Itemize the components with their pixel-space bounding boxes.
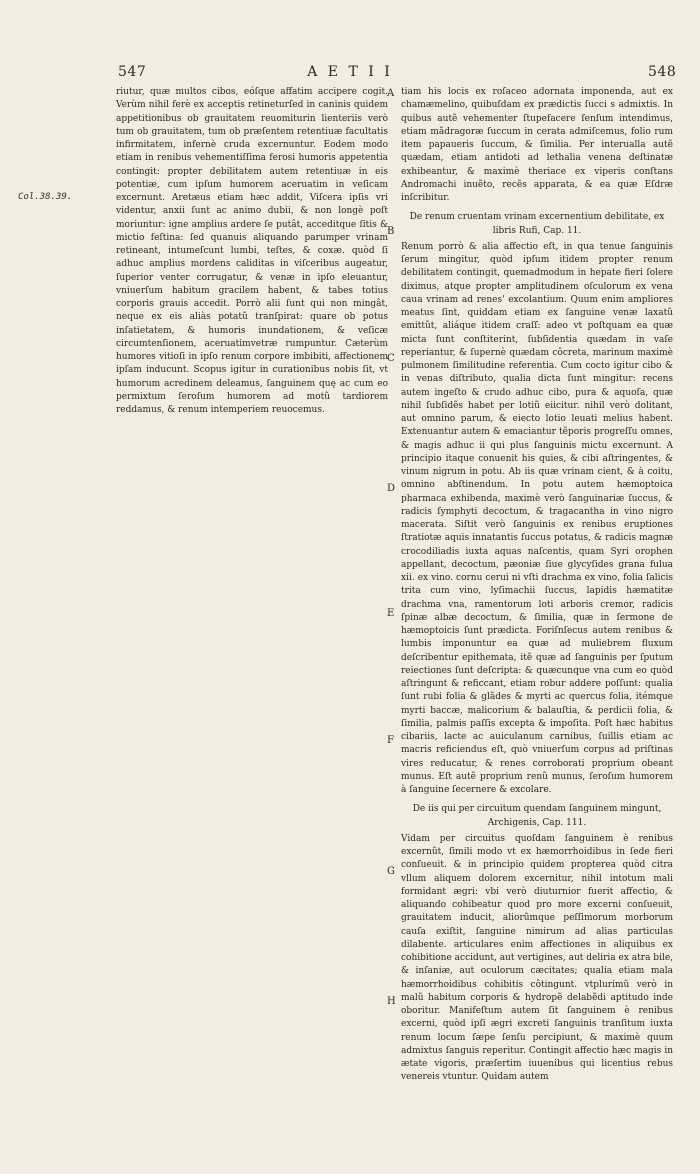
chapter-2-text: Renum porrò & alia affectio eſt, in qua tenue ſanguinis ſerum mingitur, quòd ipſum itidem propter renum debilitatem contingit, quemadmodum in hepate fieri ſolere diximus, atque propter amplitudinem oſculorum ex vena caua vrinam ad renes' excolantium. Quum enim ampliores meatus ſint, quiddam etiam ex ſanguine venæ laxatũ emittũt, aliáque itidem craſſ: adeo vt poſtquam ea quæ micta ſunt conſtiterint, ſubſidentia quædam in vaſe reperiantur, & ſupernè quædam côcreta, marinum maximè pulmonem ſimilitudine referentia. Cum cocto igitur cibo & in venas diſtributo, qualia dicta ſunt mingitur: recens autem ingeſto & crudo adhuc cibo, pura & aquoſa, quæ nihil ſubſidẽs habet per lotiũ eiicitur. nihil verò dolitant, aut omnino parum, & eiecto lotio leuati melius habent. Extenuantur autem & emaciantur tẽporis progreſſu omnes, & magis adhuc ii qui plus ſanguinis mictu excernunt. A principio itaque conuenit his quies, & cibi aſtringentes, & vinum nigrum in potu. Ab iis quæ vrinam cient, & à coitu, omnino abſtinendum. In potu autem hæmoptoica pharmaca exhibenda, maximè verò ſanguinariæ ſuccus, & radicis ſymphyti decoctum, & tragacantha in vino nigro macerata. Siſtit verò ſanguinis ex renibus eruptiones ſtratiotæ aquis innatantis ſuccus potatus, & radicis magnæ crocodiliadis iuxta aquas naſcentis, quam Syri orophen appellant, decoctum, pæoniæ ſiue glycyſides grana fulua xii. ex vino. cornu cerui ni vſti drachma ex vino, folia ſalicis trita cum vino, lyſimachii ſuccus, lapidis hæmatitæ drachma vna, ramentorum loti arboris cremor, radicis ſpinæ albæ decoctum, & ſimilia, quæ in ſermone de hæmoptoicis ſunt prædicta. Foriſnſecus autem renibus & lumbis imponuntur ea quæ ad muliebrem fluxum deſcribentur epithemata, itẽ quæ ad ſanguinis per ſputum reiectiones ſunt deſcripta: & quæcunque vna cum eo quòd aſtringunt & reficcant, etiam robur addere poſſunt: qualia ſunt rubi folia & glãdes & myrti ac quercus folia, itémque myrti baccæ, malicorium & balauſtia, & perdicii folia, & ſimilia, palmis paſſis excepta & impoſita. Poſt hæc habitus cibariis, lacte ac auiculanum carnibus, ſuillis etiam ac macris reficiendus eſt, quò vniuerſum corpus ad priſtinas vires reducatur, & renes corroborati proprium obeant munus. Eſt autẽ proprium renũ munus, ſeroſum humorem à ſanguine ſecernere & excolare. [401, 241, 673, 795]
running-title: A E T I I [307, 64, 393, 80]
page-number-right: 548 [648, 64, 677, 80]
left-column-text: riutur, quæ multos cibos, eóſque affatim accipere cogit. Verùm nihil ferè ex acceptis retineturſed in caninis quidem appetitionibus ob grauitatem reuomiturin lienteriis verò tum ob grauitatem, tum ob præſentem retentiuæ facultatis infirmitatem, infernè cruda excernuntur. Eodem modo etiam in renibus vehementiſſima ferosi humoris appetentia contingit: propter debilitatem autem retentiuæ in eis potentiæ, cum ipſum humorem aceruatim in veſicam excernunt. Aretæus etiam hæc addit, Viſcera ipſis vri videntur, anxii ſunt ac animo dubii, & non longè poſt moriuntur: igne amplius ardere ſe putât, acceditque ſitis & mictio feſtina: ſed quanuis aliquando parumper vrinam retineant, intumeſcunt lumbi, teſtes, & coxæ. quòd ſi adhuc amplius mordens caliditas in viſceribus augeatur, ſuperior venter corrugatur, & venæ in ipſo eleuantur, vniuerſum habitum gracilem habent, & tabes totius corporis grauis accedit. Porrò alii ſunt qui non mingât, neque ex eis aliàs potatũ tranſpirat: quare ob potus inſatietatem, & humoris inundationem, & veſicæ circumtenſionem, aceruatimvetræ rumpuntur. Cæterùm humores vitioſi in ipſo renum corpore imbibiti, affectionem ipſam inducunt. Scopus igitur in curationibus nobis ſit, vt humorum acredinem deleamus, ſanguinem quę ac cum eo permixtum ſeroſum humorem ad motũ tardiorem reddamus, & renum intemperiem reuocemus. [116, 87, 388, 415]
right-column [401, 86, 673, 1142]
chapter-3-text: Vidam per circuitus quoſdam ſanguinem è renibus excernũt, ſimili modo vt ex hæmorrhoidibus in ſede fieri conſueuit. & in principio quidem propterea quòd citra vllum aliquem dolorem excernitur, nihil intotum mali formidant ægri: vbi verò diuturnior fuerit affectio, & aliquando cohibeatur quod pro more excerni conſueuit, grauitatem inducit, aliorũmque peſſimorum morborum cauſa exiſtit, ſanguine nimirum ad alias particulas dilabente. articulares enim affectiones in aliquibus ex cohibitione accidunt, aut vertigines, aut deliria ex atra bile, & inſaniæ, aut oculorum cæcitates; qualia etiam mala hæmorrhoidibus cohibitis côtingunt. vtplurimũ verò in malũ habitum corporis & hydropẽ delabẽdi aptitudo inde oboritur. Manifeſtum autem ſit ſanguinem è renibus excerni, quòd ipſi ægri excreti ſanguinis tranſitum iuxta renum locum ſæpe ſenſu percipiunt, & maximè quum admixtus ſanguis reperitur. Contingit affectio hæc magis in ætate vigoris, præſertim iuuenibus qui licentius rebus venereis vtuntur. Quidam autem [401, 833, 673, 1083]
section-letter-h: H [387, 996, 396, 1007]
left-column [116, 86, 388, 1142]
section-letter-d: D [387, 483, 396, 494]
section-letter-a: A [387, 88, 395, 99]
section-letter-c: C [387, 353, 395, 364]
running-header [0, 64, 700, 88]
chapter-heading-3: De iis qui per circuitum quendam ſanguinem mingunt, Archigenis, Cap. 111. [412, 804, 662, 828]
page-number-left: 547 [118, 64, 147, 80]
right-column-intro: tiam his locis ex roſaceo adornata imponenda, aut ex chamæmelino, quibuſdam ex prædictis ſucci s admixtis. In quibus autẽ vehementer ſtupefacere ſenſum intendimus, etiam mãdragoræ ſuccum in cerata admiſcemus, folio rum item papaueris ſuccum, & ſimilia. Per interualla autẽ quædam, etiam antidoti ad lethalia venena deſtinatæ exhibeantur, & maximè theriace ex viperis conſtans Andromachi inuẽto, recẽs apparata, & ea quæ Eſdræ inſcribitur. [401, 87, 673, 203]
section-letter-b: B [387, 226, 395, 237]
chapter-heading-2: De renum cruentam vrinam excernentium debilitate, ex libris Rufi, Cap. 11. [409, 212, 665, 236]
section-letter-e: E [387, 608, 395, 619]
section-letter-f: F [387, 735, 394, 746]
handwritten-margin-note: Col.38.39. [18, 192, 73, 202]
section-letter-g: G [387, 866, 395, 877]
